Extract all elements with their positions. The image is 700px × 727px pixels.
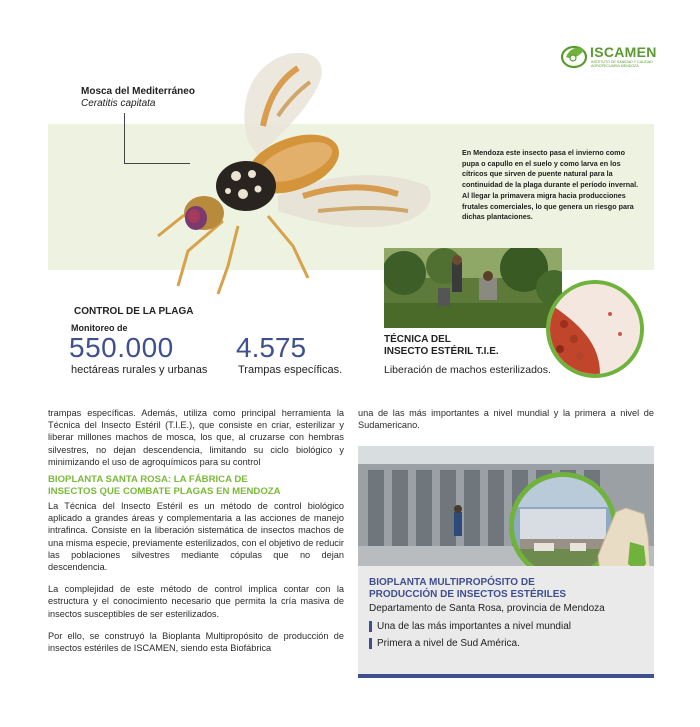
bioplant-bullet: Una de las más importantes a nivel mundial <box>369 621 571 632</box>
traps-label: Trampas específicas. <box>238 364 343 376</box>
fly-scientific-name: Ceratitis capitata <box>81 98 156 109</box>
left-column <box>48 407 344 664</box>
logo-name: ISCAMEN <box>590 44 657 60</box>
hectares-value: 550.000 <box>69 332 174 363</box>
bioplant-bullet: Primera a nivel de Sud América. <box>369 638 520 649</box>
bioplant-card-subtitle: Departamento de Santa Rosa, provincia de Mendoza <box>369 603 605 614</box>
field-workers-photo <box>384 248 562 328</box>
body-paragraph: La complejidad de este método de control implica contar con la estructura y el conocimiento necesario que permita la cría masiva de insectos susceptibles de ser esterilizados. <box>48 584 344 619</box>
winter-description: En Mendoza este insecto pasa el invierno como pupa o capullo en el suelo y como larva en los cítricos que sirven de puente natural para la continuidad de la plaga durante el período invernal. Al llegar la primavera migra hacia producciones frutales comerciales, lo que genera un riesgo para dichas plantaciones. <box>462 148 639 222</box>
body-paragraph: trampas específicas. Además, utiliza como principal herramienta la Técnica del Insecto Estéril (T.I.E.), que consiste en criar, esterilizar y liberar millones machos de mosca, los que, al cruzarse con hembras silvestres, no dejan descendencia, limitando su ciclo biológico y minimizando el uso de agroquímicos para su control <box>48 408 344 467</box>
control-title: CONTROL DE LA PLAGA <box>74 306 194 317</box>
hectares-label: hectáreas rurales y urbanas <box>71 364 208 376</box>
technique-title: TÉCNICA DEL INSECTO ESTÉRIL T.I.E. <box>384 334 499 357</box>
fly-label <box>81 86 195 109</box>
bioplanta-subhead: BIOPLANTA SANTA ROSA: LA FÁBRICA DE INSECTOS QUE COMBATE PLAGAS EN MENDOZA <box>48 474 281 497</box>
right-column-text: una de las más importantes a nivel mundial y la primera a nivel de Sudamericano. <box>358 408 654 431</box>
traps-value: 4.575 <box>236 332 307 363</box>
leaf-logo-icon <box>558 42 590 70</box>
fly-common-name: Mosca del Mediterráneo <box>81 86 195 97</box>
monitoring-label: Monitoreo de <box>71 323 128 333</box>
body-paragraph: La Técnica del Insecto Estéril es un método de control biológico aplicado a grandes áreas y complementaria a las acciones de manejo intrafinca. Consiste en la liberación sistemática de insectos machos de una misma especie, previamente esterilizados, con el objetivo de reducir las poblaciones silvestres mediante cópulas que no dejan descendencia. <box>48 501 344 573</box>
iscamen-logo <box>558 42 658 72</box>
leader-line <box>124 113 190 164</box>
logo-subtitle: INSTITUTO DE SANIDAD Y CALIDAD AGROPECUARIA MENDOZA <box>591 60 653 69</box>
technique-subtitle: Liberación de machos esterilizados. <box>384 364 551 376</box>
bioplant-card-title: BIOPLANTA MULTIPROPÓSITO DE PRODUCCIÓN DE INSECTOS ESTÉRILES <box>369 577 567 600</box>
body-paragraph: Por ello, se construyó la Bioplanta Multipropósito de producción de insectos estériles de ISCAMEN, siendo esta Biofábrica <box>48 630 344 654</box>
sterile-pupae-photo <box>546 280 644 378</box>
